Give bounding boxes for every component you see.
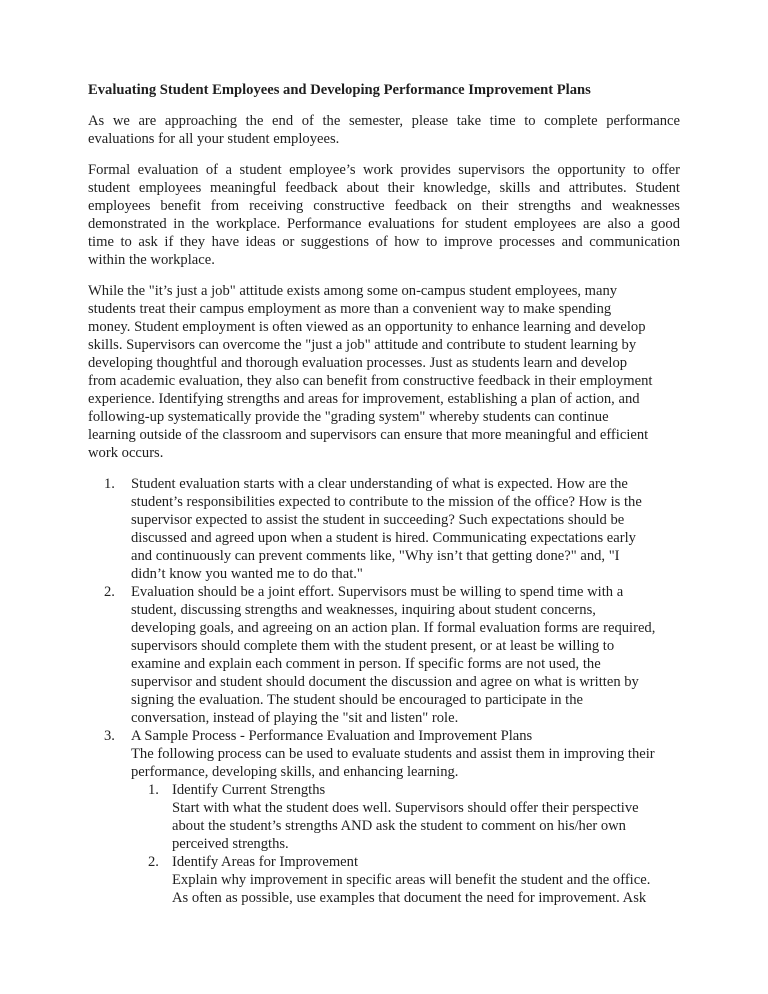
text-line: learning outside of the classroom and supervisors can ensure that more meaningful and efficient bbox=[88, 427, 649, 443]
text-line: student’s responsibilities expected to contribute to the mission of the office? How is the bbox=[131, 494, 642, 510]
list-item bbox=[88, 583, 680, 727]
text-line: from academic evaluation, they also can benefit from constructive feedback in their employment bbox=[88, 373, 653, 389]
numbered-list bbox=[88, 475, 680, 907]
text-line: demonstrated in the workplace. Performance evaluations for student employees are also a good bbox=[88, 216, 680, 232]
text-line: and continuously can prevent comments like, "Why isn’t that getting done?" and, "I bbox=[131, 548, 620, 564]
text-line: student employees meaningful feedback about their knowledge, skills and attributes. Student bbox=[88, 180, 680, 196]
text-line: work occurs. bbox=[88, 445, 164, 461]
text-line: Evaluation should be a joint effort. Supervisors must be willing to spend time with a bbox=[131, 584, 624, 600]
text-line: A Sample Process - Performance Evaluation and Improvement Plans bbox=[131, 728, 533, 744]
text-line: supervisor expected to assist the student in succeeding? Such expectations should be bbox=[131, 512, 625, 528]
text-line: developing goals, and agreeing on an action plan. If formal evaluation forms are required, bbox=[131, 620, 656, 636]
text-line: supervisors should complete them with the student present, or at least be willing to bbox=[131, 638, 615, 654]
text-line: Formal evaluation of a student employee’s work provides supervisors the opportunity to offer bbox=[88, 162, 680, 178]
paragraph bbox=[88, 282, 680, 462]
text-line: perceived strengths. bbox=[172, 836, 289, 852]
text-line: experience. Identifying strengths and areas for improvement, establishing a plan of action, and bbox=[88, 391, 640, 407]
text-line: within the workplace. bbox=[88, 252, 215, 268]
text-line: following-up systematically provide the "grading system" whereby students can continue bbox=[88, 409, 609, 425]
text-line: discussed and agreed upon when a student is hired. Communicating expectations early bbox=[131, 530, 636, 546]
sub-list-item bbox=[131, 781, 680, 853]
text-line: Student evaluation starts with a clear understanding of what is expected. How are the bbox=[131, 476, 628, 492]
text-line: about the student’s strengths AND ask the student to comment on his/her own bbox=[172, 818, 626, 834]
text-line: Start with what the student does well. Supervisors should offer their perspective bbox=[172, 800, 639, 816]
sub-list-item bbox=[131, 853, 680, 907]
list-item bbox=[88, 727, 680, 907]
text-line: While the "it’s just a job" attitude exists among some on-campus student employees, many bbox=[88, 283, 618, 299]
text-line: performance, developing skills, and enhancing learning. bbox=[131, 764, 459, 780]
text-line: Identify Areas for Improvement bbox=[172, 854, 359, 870]
list-marker: 3. bbox=[104, 728, 115, 744]
paragraph bbox=[88, 161, 680, 269]
text-line: examine and explain each comment in person. If specific forms are not used, the bbox=[131, 656, 601, 672]
text-line: developing thoughtful and thorough evaluation processes. Just as students learn and develop bbox=[88, 355, 628, 371]
text-line: The following process can be used to evaluate students and assist them in improving their bbox=[131, 746, 655, 762]
text-line: supervisor and student should document the discussion and agree on what is written by bbox=[131, 674, 639, 690]
text-line: Explain why improvement in specific areas will benefit the student and the office. bbox=[172, 872, 651, 888]
text-line: students treat their campus employment as more than a convenient way to make spending bbox=[88, 301, 612, 317]
text-line: Identify Current Strengths bbox=[172, 782, 326, 798]
list-marker: 1. bbox=[148, 782, 159, 798]
text-line: As often as possible, use examples that document the need for improvement. Ask bbox=[172, 890, 647, 906]
text-line: evaluations for all your student employees. bbox=[88, 131, 340, 147]
document-title: Evaluating Student Employees and Developing Performance Improvement Plans bbox=[88, 82, 591, 98]
text-line: As we are approaching the end of the semester, please take time to complete performance bbox=[88, 113, 680, 129]
document-paragraphs bbox=[88, 112, 680, 462]
text-line: time to ask if they have ideas or suggestions of how to improve processes and communication bbox=[88, 234, 680, 250]
text-line: money. Student employment is often viewed as an opportunity to enhance learning and develop bbox=[88, 319, 646, 335]
text-line: skills. Supervisors can overcome the "just a job" attitude and contribute to student learning by bbox=[88, 337, 637, 353]
list-item bbox=[88, 475, 680, 583]
text-line: didn’t know you wanted me to do that." bbox=[131, 566, 363, 582]
text-line: signing the evaluation. The student should be encouraged to participate in the bbox=[131, 692, 584, 708]
list-marker: 1. bbox=[104, 476, 115, 492]
text-line: conversation, instead of playing the "sit and listen" role. bbox=[131, 710, 459, 726]
list-marker: 2. bbox=[148, 854, 159, 870]
text-line: student, discussing strengths and weaknesses, inquiring about student concerns, bbox=[131, 602, 596, 618]
list-marker: 2. bbox=[104, 584, 115, 600]
text-line: employees benefit from receiving constructive feedback on their strengths and weaknesses bbox=[88, 198, 680, 214]
paragraph bbox=[88, 112, 680, 148]
